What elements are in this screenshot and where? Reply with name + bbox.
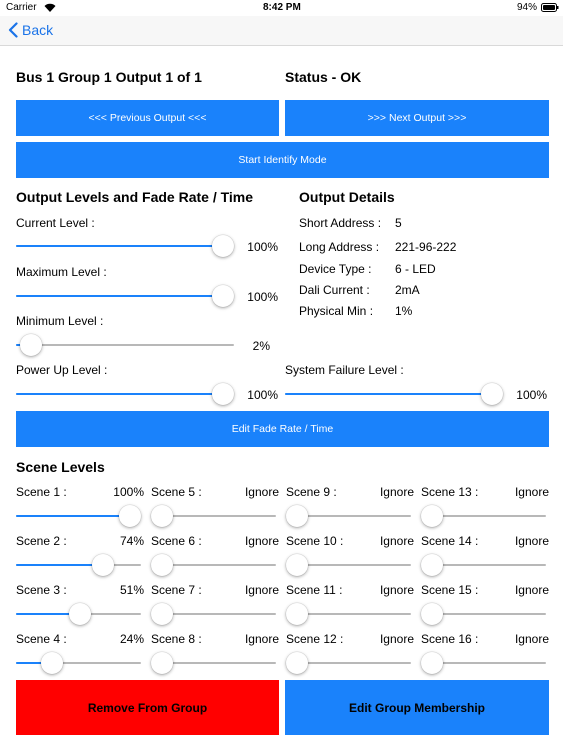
scene-slider[interactable] <box>151 652 276 674</box>
scene-label: Scene 14 : <box>421 534 479 548</box>
slider-fill <box>16 564 103 566</box>
slider-thumb[interactable] <box>20 334 42 356</box>
scene-slider[interactable] <box>151 554 276 576</box>
detail-value: 6 - LED <box>395 262 436 276</box>
scene-label: Scene 6 : <box>151 534 202 548</box>
slider-thumb[interactable] <box>151 505 173 527</box>
scene-value: 74% <box>119 534 144 548</box>
wifi-icon <box>44 3 56 15</box>
scene-label: Scene 12 : <box>286 632 344 646</box>
scene-value: 51% <box>119 583 144 597</box>
slider-thumb[interactable] <box>286 652 308 674</box>
navigation-bar <box>0 16 563 46</box>
scene-label: Scene 7 : <box>151 583 202 597</box>
slider-fill <box>16 393 223 395</box>
edit-fade-rate-button[interactable]: Edit Fade Rate / Time <box>16 411 549 447</box>
scene-label: Scene 5 : <box>151 485 202 499</box>
slider-thumb[interactable] <box>151 652 173 674</box>
scene-label: Scene 16 : <box>421 632 479 646</box>
output-levels-title: Output Levels and Fade Rate / Time <box>16 189 254 205</box>
battery-icon <box>541 3 559 15</box>
detail-label: Physical Min : <box>299 304 374 318</box>
page-title: Bus 1 Group 1 Output 1 of 1 <box>16 69 202 85</box>
detail-label: Device Type : <box>299 262 372 276</box>
slider-thumb[interactable] <box>421 505 443 527</box>
scene-slider[interactable] <box>286 603 411 625</box>
scene-slider[interactable] <box>286 554 411 576</box>
detail-value: 221-96-222 <box>395 240 457 254</box>
slider-fill <box>16 515 130 517</box>
detail-value: 2mA <box>395 283 420 297</box>
scene-value: Ignore <box>244 632 279 646</box>
scene-slider[interactable] <box>286 652 411 674</box>
edit-group-membership-button[interactable]: Edit Group Membership <box>285 680 549 735</box>
minimum-level-label: Minimum Level : <box>16 314 104 328</box>
system-failure-level-slider[interactable] <box>285 383 503 405</box>
battery-percent: 94% <box>517 2 538 13</box>
scene-label: Scene 11 : <box>286 583 343 597</box>
scene-value: Ignore <box>514 583 549 597</box>
slider-thumb[interactable] <box>41 652 63 674</box>
scene-value: 24% <box>119 632 144 646</box>
minimum-level-slider[interactable] <box>16 334 234 356</box>
slider-thumb[interactable] <box>119 505 141 527</box>
scene-slider[interactable] <box>286 505 411 527</box>
slider-thumb[interactable] <box>286 554 308 576</box>
detail-label: Short Address : <box>299 216 382 230</box>
scene-label: Scene 2 : <box>16 534 67 548</box>
current-level-slider[interactable] <box>16 235 234 257</box>
carrier-label: Carrier <box>6 2 37 13</box>
slider-fill <box>16 295 223 297</box>
maximum-level-slider[interactable] <box>16 285 234 307</box>
scene-value: Ignore <box>379 583 414 597</box>
power-up-level-slider[interactable] <box>16 383 234 405</box>
detail-label: Dali Current : <box>299 283 370 297</box>
maximum-level-label: Maximum Level : <box>16 265 107 279</box>
scene-value: Ignore <box>514 632 549 646</box>
scene-label: Scene 15 : <box>421 583 479 597</box>
scene-slider[interactable] <box>151 505 276 527</box>
slider-thumb[interactable] <box>151 554 173 576</box>
status-bar <box>0 0 563 16</box>
output-details-title: Output Details <box>299 189 395 205</box>
scene-label: Scene 3 : <box>16 583 67 597</box>
slider-fill <box>285 393 492 395</box>
slider-track <box>16 344 234 346</box>
clock: 8:42 PM <box>263 2 301 13</box>
slider-thumb[interactable] <box>421 554 443 576</box>
detail-value: 5 <box>395 216 402 230</box>
status-text: Status - OK <box>285 69 362 85</box>
current-level-label: Current Level : <box>16 216 95 230</box>
slider-thumb[interactable] <box>212 235 234 257</box>
scene-value: 100% <box>113 485 144 499</box>
detail-label: Long Address : <box>299 240 380 254</box>
scene-label: Scene 8 : <box>151 632 202 646</box>
system-failure-level-value: 100% <box>516 388 547 402</box>
slider-thumb[interactable] <box>286 603 308 625</box>
slider-thumb[interactable] <box>421 652 443 674</box>
chevron-left-icon <box>8 22 18 38</box>
scene-value: Ignore <box>244 485 279 499</box>
scene-slider[interactable] <box>421 554 546 576</box>
scene-value: Ignore <box>379 632 414 646</box>
scene-slider[interactable] <box>151 603 276 625</box>
next-output-button[interactable]: >>> Next Output >>> <box>285 100 549 136</box>
scene-slider[interactable] <box>16 554 141 576</box>
slider-thumb[interactable] <box>69 603 91 625</box>
scene-value: Ignore <box>244 534 279 548</box>
power-up-level-label: Power Up Level : <box>16 363 108 377</box>
slider-thumb[interactable] <box>421 603 443 625</box>
slider-thumb[interactable] <box>212 285 234 307</box>
slider-fill <box>16 245 223 247</box>
identify-mode-button[interactable]: Start Identify Mode <box>16 142 549 178</box>
scene-slider[interactable] <box>16 652 141 674</box>
remove-from-group-button[interactable]: Remove From Group <box>16 680 279 735</box>
maximum-level-value: 100% <box>247 290 278 304</box>
scene-slider[interactable] <box>421 505 546 527</box>
back-label: Back <box>22 22 54 38</box>
scene-value: Ignore <box>514 485 549 499</box>
scene-value: Ignore <box>379 485 414 499</box>
slider-thumb[interactable] <box>286 505 308 527</box>
scene-label: Scene 10 : <box>286 534 344 548</box>
scene-label: Scene 9 : <box>286 485 337 499</box>
slider-thumb[interactable] <box>92 554 114 576</box>
scene-slider[interactable] <box>421 603 546 625</box>
detail-value: 1% <box>395 304 413 318</box>
scene-label: Scene 4 : <box>16 632 67 646</box>
scene-slider[interactable] <box>421 652 546 674</box>
scene-label: Scene 13 : <box>421 485 479 499</box>
back-button[interactable] <box>8 22 53 38</box>
slider-thumb[interactable] <box>481 383 503 405</box>
power-up-level-value: 100% <box>247 388 278 402</box>
minimum-level-value: 2% <box>252 339 270 353</box>
previous-output-button[interactable]: <<< Previous Output <<< <box>16 100 279 136</box>
slider-thumb[interactable] <box>151 603 173 625</box>
scene-levels-title: Scene Levels <box>16 459 105 475</box>
slider-thumb[interactable] <box>212 383 234 405</box>
scene-slider[interactable] <box>16 603 141 625</box>
system-failure-level-label: System Failure Level : <box>285 363 404 377</box>
scene-slider[interactable] <box>16 505 141 527</box>
current-level-value: 100% <box>247 240 278 254</box>
scene-value: Ignore <box>379 534 414 548</box>
scene-value: Ignore <box>244 583 279 597</box>
scene-label: Scene 1 : <box>16 485 67 499</box>
scene-value: Ignore <box>514 534 549 548</box>
